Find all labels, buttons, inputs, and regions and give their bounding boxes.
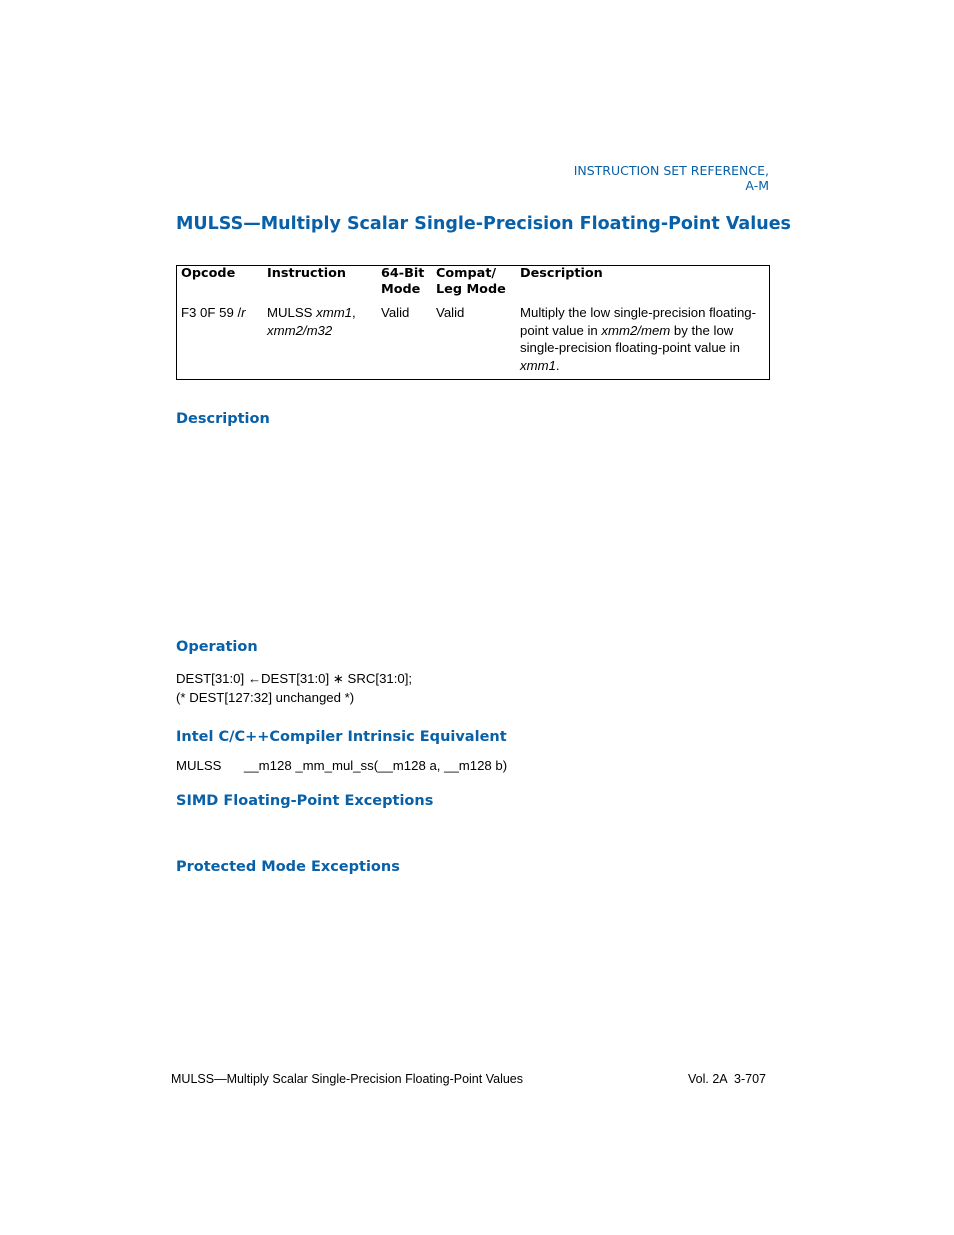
- col-64bit-mode-line1: 64-Bit: [381, 266, 425, 281]
- intrinsic-signature: __m128 _mm_mul_ss(__m128 a, __m128 b): [244, 758, 508, 773]
- section-operation-heading: Operation: [176, 639, 258, 655]
- desc-part2: by the low single-precision floating-point value in: [520, 322, 740, 355]
- col-64bit-mode-header: [377, 266, 432, 305]
- cell-64bit-mode: Valid: [381, 305, 410, 320]
- desc-part1: Multiply the low single-precision floating-point value in: [520, 305, 757, 338]
- col-64bit-mode-line2: Mode: [381, 282, 421, 297]
- cell-instruction: [263, 304, 377, 380]
- footer-page-number: 3-707: [734, 1072, 766, 1086]
- section-simd-exceptions-heading: SIMD Floating-Point Exceptions: [176, 793, 434, 809]
- section-protected-mode-heading: Protected Mode Exceptions: [176, 859, 400, 875]
- col-instruction-header: Instruction: [267, 266, 347, 281]
- table-row: [177, 304, 770, 380]
- cell-compat-mode: Valid: [436, 305, 465, 320]
- instr-operand2: xmm2/m32: [267, 322, 333, 338]
- table-header-row: [177, 266, 770, 305]
- footer-title: MULSS—Multiply Scalar Single-Precision Floating-Point Values: [171, 1072, 523, 1086]
- col-description-header: Description: [520, 266, 603, 281]
- operation-line1: DEST[31:0] ←DEST[31:0] ∗ SRC[31:0];: [176, 671, 413, 686]
- col-opcode-header: Opcode: [181, 266, 236, 281]
- cell-opcode: [177, 304, 264, 380]
- opcode-suffix: r: [241, 305, 246, 320]
- opcode-prefix: F3 0F 59 /: [181, 305, 242, 320]
- footer-volume: Vol. 2A: [688, 1072, 728, 1086]
- instr-mnemonic: MULSS: [267, 305, 317, 320]
- desc-end: .: [555, 357, 560, 373]
- page-title: MULSS—Multiply Scalar Single-Precision Floating-Point Values: [176, 214, 791, 234]
- instr-operand1: xmm1: [316, 305, 353, 320]
- instr-comma: ,: [352, 305, 356, 320]
- desc-operand2: xmm1: [520, 357, 556, 373]
- cell-description: [516, 304, 770, 380]
- running-header: INSTRUCTION SET REFERENCE, A-M: [573, 163, 769, 193]
- operation-line2: (* DEST[127:32] unchanged *): [176, 690, 355, 705]
- col-compat-line2: Leg Mode: [436, 282, 506, 297]
- intrinsic-mnemonic: MULSS: [176, 758, 222, 773]
- col-compat-line1: Compat/: [436, 266, 497, 281]
- col-compat-header: [432, 266, 516, 305]
- opcode-table: [176, 265, 770, 380]
- section-intrinsic-heading: Intel C/C++Compiler Intrinsic Equivalent: [176, 729, 507, 745]
- section-description-heading: Description: [176, 411, 270, 427]
- desc-operand1: xmm2/mem: [601, 322, 671, 338]
